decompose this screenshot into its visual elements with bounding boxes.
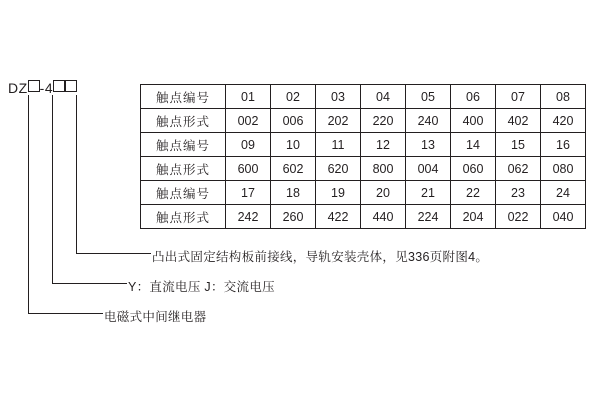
table-row (141, 109, 586, 133)
table-row (141, 157, 586, 181)
model-code-prefix: DZ (8, 80, 28, 96)
leader-line-device (28, 95, 103, 314)
table-row (141, 133, 586, 157)
table-cell: 17 (226, 181, 271, 205)
table-cell: 260 (271, 205, 316, 229)
contact-table-wrap (140, 84, 586, 229)
table-cell: 09 (226, 133, 271, 157)
table-row (141, 181, 586, 205)
table-cell: 240 (406, 109, 451, 133)
row-header: 触点形式 (141, 109, 226, 133)
row-header: 触点编号 (141, 181, 226, 205)
table-cell: 04 (361, 85, 406, 109)
table-cell: 13 (406, 133, 451, 157)
model-code-box-1 (28, 80, 40, 92)
row-header: 触点编号 (141, 133, 226, 157)
note-structure: 凸出式固定结构板前接线，导轨安装壳体，见336页附图4。 (152, 250, 489, 264)
table-cell: 11 (316, 133, 361, 157)
model-code-suffix: -4 (39, 80, 54, 96)
table-cell: 004 (406, 157, 451, 181)
table-cell: 224 (406, 205, 451, 229)
table-cell: 220 (361, 109, 406, 133)
table-cell: 15 (496, 133, 541, 157)
table-cell: 402 (496, 109, 541, 133)
table-cell: 10 (271, 133, 316, 157)
table-cell: 204 (451, 205, 496, 229)
table-cell: 600 (226, 157, 271, 181)
table-cell: 400 (451, 109, 496, 133)
row-header: 触点编号 (141, 85, 226, 109)
table-cell: 242 (226, 205, 271, 229)
model-code-box-3 (65, 80, 77, 92)
table-cell: 202 (316, 109, 361, 133)
table-cell: 01 (226, 85, 271, 109)
table-cell: 23 (496, 181, 541, 205)
table-cell: 02 (271, 85, 316, 109)
model-code (8, 80, 77, 96)
table-cell: 040 (541, 205, 586, 229)
table-cell: 05 (406, 85, 451, 109)
table-cell: 602 (271, 157, 316, 181)
table-cell: 080 (541, 157, 586, 181)
table-cell: 06 (451, 85, 496, 109)
table-cell: 18 (271, 181, 316, 205)
table-cell: 08 (541, 85, 586, 109)
table-cell: 19 (316, 181, 361, 205)
table-cell: 07 (496, 85, 541, 109)
table-cell: 800 (361, 157, 406, 181)
note-device: 电磁式中间继电器 (104, 310, 207, 324)
row-header: 触点形式 (141, 205, 226, 229)
contact-table (140, 84, 586, 229)
model-code-box-2 (53, 80, 65, 92)
row-header: 触点形式 (141, 157, 226, 181)
table-cell: 420 (541, 109, 586, 133)
table-cell: 440 (361, 205, 406, 229)
table-cell: 21 (406, 181, 451, 205)
table-cell: 12 (361, 133, 406, 157)
table-cell: 022 (496, 205, 541, 229)
table-cell: 03 (316, 85, 361, 109)
table-cell: 20 (361, 181, 406, 205)
table-row (141, 85, 586, 109)
table-cell: 062 (496, 157, 541, 181)
table-row (141, 205, 586, 229)
table-cell: 24 (541, 181, 586, 205)
table-cell: 006 (271, 109, 316, 133)
table-cell: 060 (451, 157, 496, 181)
table-cell: 22 (451, 181, 496, 205)
note-voltage: Y：直流电压 J：交流电压 (128, 280, 275, 294)
table-cell: 002 (226, 109, 271, 133)
table-cell: 620 (316, 157, 361, 181)
table-cell: 422 (316, 205, 361, 229)
table-cell: 14 (451, 133, 496, 157)
table-cell: 16 (541, 133, 586, 157)
